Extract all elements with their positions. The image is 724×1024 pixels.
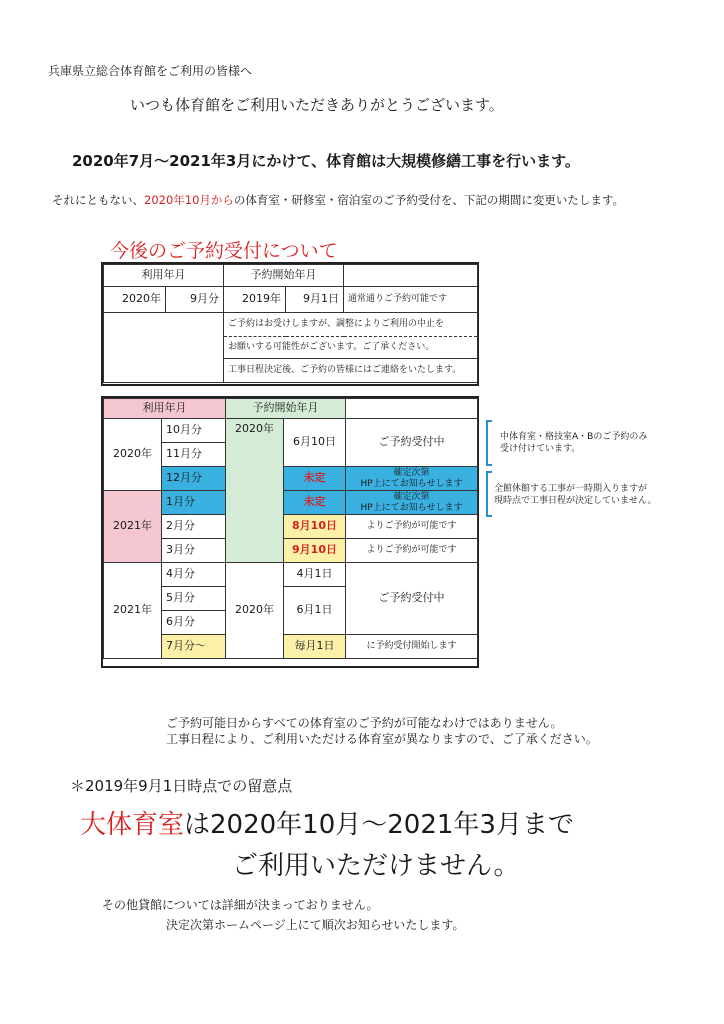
caveat xyxy=(166,715,598,747)
t3-start-year: 2020年 xyxy=(226,563,284,659)
t2-undecided-note-jan xyxy=(346,491,478,515)
side-note-2 xyxy=(494,484,657,507)
t1-note: 通常通りご予約可能です xyxy=(344,287,478,313)
t1-year: 2020年 xyxy=(104,287,166,313)
t2-mar: 3月分 xyxy=(162,539,226,563)
t3-apr: 4月分 xyxy=(162,563,226,587)
t1-header-use: 利用年月 xyxy=(104,265,224,287)
t1-note-a: ご予約はお受けしますが、調整によりご利用の中止を xyxy=(224,313,478,337)
t3-monthly-note: に予約受付開始します xyxy=(346,635,478,659)
t2-accepting: ご予約受付中 xyxy=(346,419,478,467)
t3-monthly: 毎月1日 xyxy=(284,635,346,659)
t1-empty-left xyxy=(104,313,224,383)
t2-jun10: 6月10日 xyxy=(284,419,346,467)
headline: 2020年7月～2021年3月にかけて、体育館は大規模修繕工事を行います。 xyxy=(72,152,580,170)
t2-header-empty xyxy=(346,399,478,419)
t2-undecided-note-dec-2: HP上にてお知らせします xyxy=(360,478,463,489)
notice-line xyxy=(52,192,624,208)
t2-undecided-note-jan-2: HP上にてお知らせします xyxy=(360,502,463,513)
remark-big-red: 大体育室 xyxy=(80,810,185,840)
t2-sep10: 9月10日 xyxy=(284,539,346,563)
caveat-line2: 工事日程により、ご利用いただける体育室が異なりますので、ご了承ください。 xyxy=(166,732,598,747)
t3-accepting: ご予約受付中 xyxy=(346,563,478,635)
t2-nov: 11月分 xyxy=(162,443,226,467)
t2-year-2020: 2020年 xyxy=(104,419,162,491)
greeting: いつも体育館をご利用いただきありがとうございます。 xyxy=(130,96,504,114)
t1-header-start: 予約開始年月 xyxy=(224,265,344,287)
remark-big-line2: ご利用いただけません。 xyxy=(232,851,520,881)
t2-undecided-dec: 未定 xyxy=(284,467,346,491)
t1-month: 9月分 xyxy=(166,287,224,313)
remark-big-rest: は2020年10月～2021年3月まで xyxy=(184,810,574,840)
t2-jan: 1月分 xyxy=(162,491,226,515)
notice-red: 2020年10月から xyxy=(144,193,234,207)
t1-start-day: 9月1日 xyxy=(286,287,344,313)
t2-undecided-jan: 未定 xyxy=(284,491,346,515)
t2-oct: 10月分 xyxy=(162,419,226,443)
footer-line1: その他貸館については詳細が決まっておりません。 xyxy=(102,898,379,912)
side-note-1 xyxy=(500,432,647,455)
footer-line2: 決定次第ホームページ上にて順次お知らせいたします。 xyxy=(166,918,465,932)
t2-header-use: 利用年月 xyxy=(104,399,226,419)
t2-available-mar: よりご予約が可能です xyxy=(346,539,478,563)
side-note-2-line1: 全館休館する工事が一時期入りますが xyxy=(494,484,648,494)
side-bracket-1 xyxy=(486,420,492,466)
t2-undecided-note-dec xyxy=(346,467,478,491)
side-note-2-line2: 現時点で工事日程が決定していません。 xyxy=(494,495,657,506)
t2-start-year: 2020年 xyxy=(226,419,284,563)
t1-header-empty xyxy=(344,265,478,287)
t3-may: 5月分 xyxy=(162,587,226,611)
table2 xyxy=(103,398,478,659)
notice-post: の体育室・研修室・宿泊室のご予約受付を、下記の期間に変更いたします。 xyxy=(233,193,624,207)
t2-available-feb: よりご予約が可能です xyxy=(346,515,478,539)
t2-year-2021: 2021年 xyxy=(104,491,162,563)
t3-year-2021: 2021年 xyxy=(104,563,162,659)
side-note-1-line2: 受け付けています。 xyxy=(500,443,581,454)
t3-apr1: 4月1日 xyxy=(284,563,346,587)
t2-undecided-note-dec-1: 確定次第 xyxy=(393,468,430,479)
table1 xyxy=(103,264,478,383)
t2-header-start: 予約開始年月 xyxy=(226,399,346,419)
t3-jun1: 6月1日 xyxy=(284,587,346,635)
remark-label: ＊2019年9月1日時点での留意点 xyxy=(70,777,293,795)
remark-big-line1 xyxy=(80,804,574,841)
t2-feb: 2月分 xyxy=(162,515,226,539)
addressee: 兵庫県立総合体育館をご利用の皆様へ xyxy=(48,64,253,78)
t3-jun: 6月分 xyxy=(162,611,226,635)
side-note-1-line1: 中体育室・格技室A・Bのご予約のみ xyxy=(500,432,648,442)
t1-start-year: 2019年 xyxy=(224,287,286,313)
side-bracket-2 xyxy=(486,471,492,517)
section-title: 今後のご予約受付について xyxy=(110,240,338,262)
notice-pre: それにともない、 xyxy=(52,193,144,207)
t2-aug10: 8月10日 xyxy=(284,515,346,539)
t3-jul: 7月分～ xyxy=(162,635,226,659)
t1-note-b: お願いする可能性がございます。ご了承ください。 xyxy=(224,337,478,359)
caveat-line1: ご予約可能日からすべての体育室のご予約が可能なわけではありません。 xyxy=(166,716,563,730)
t2-dec: 12月分 xyxy=(162,467,226,491)
t2-undecided-note-jan-1: 確定次第 xyxy=(393,492,430,503)
t1-note-c: 工事日程決定後、ご予約の皆様にはご連絡をいたします。 xyxy=(224,359,478,383)
